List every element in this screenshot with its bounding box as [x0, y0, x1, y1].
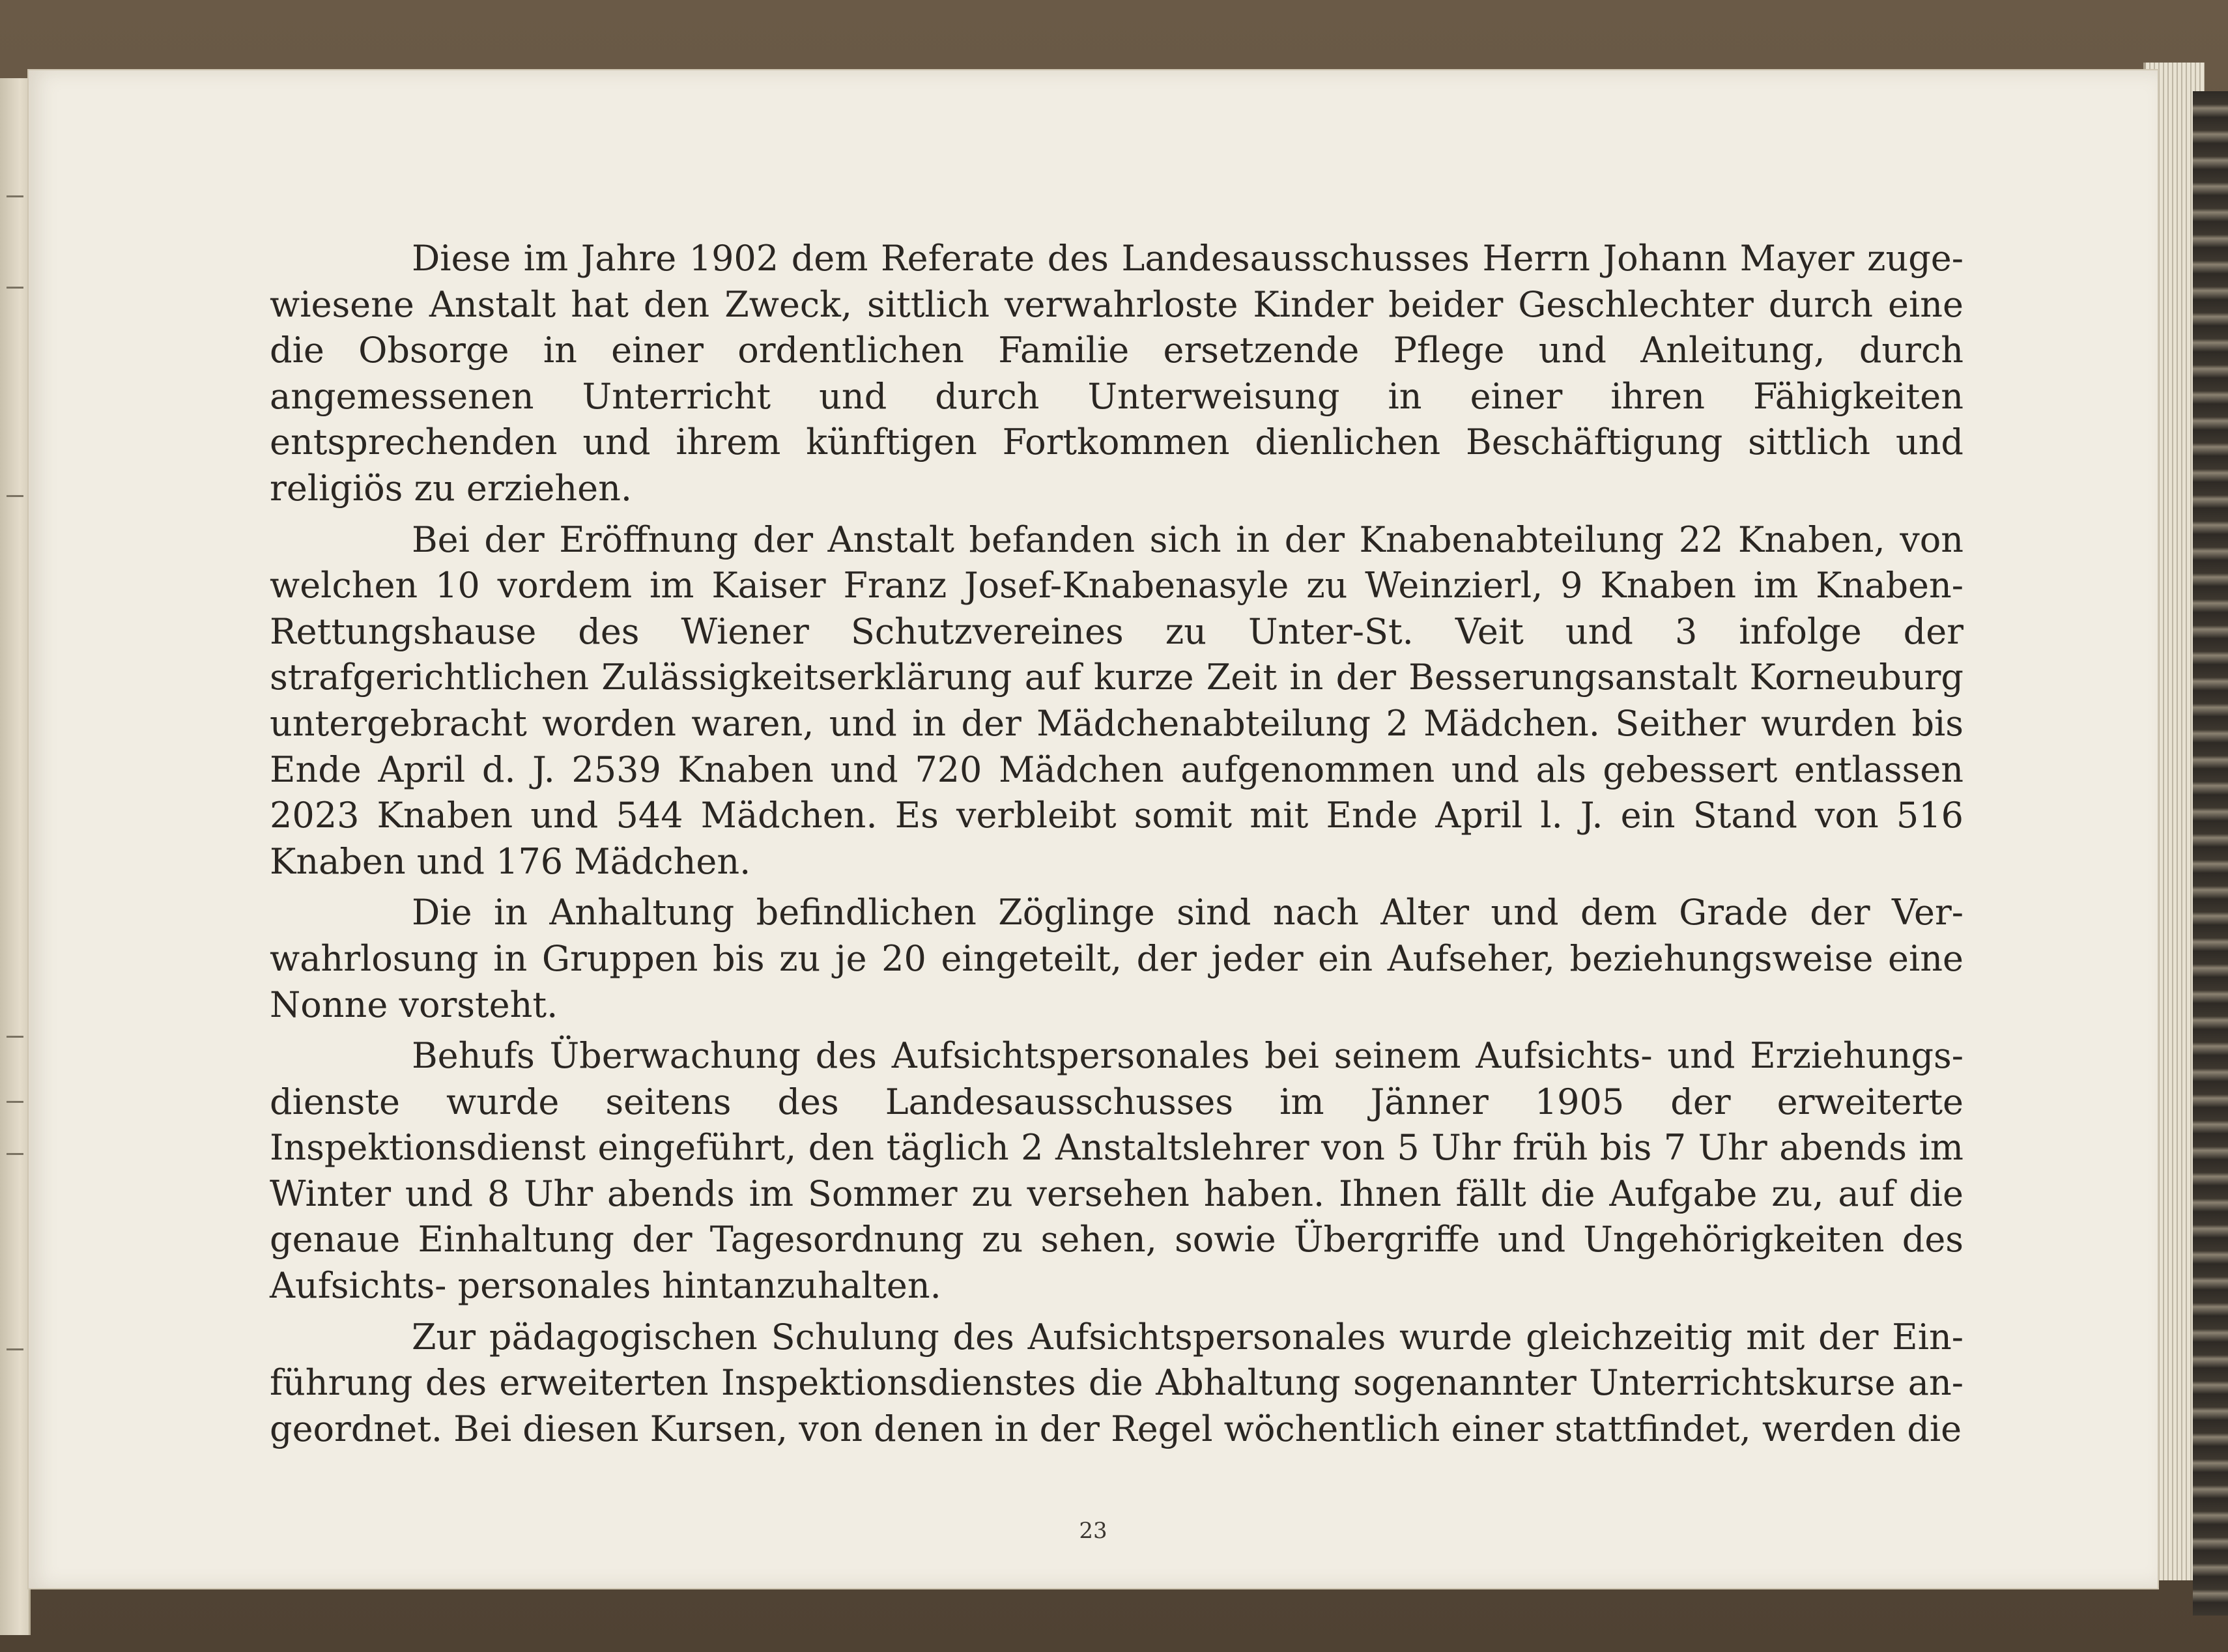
margin-mark	[7, 495, 23, 497]
page-number: 23	[1079, 1518, 1107, 1544]
paragraph-1: Diese im Jahre 1902 dem Referate des Landesausschusses Herrn Johann Mayer zuge- wiesene Anstalt hat den Zweck, sittlich verwahrloste Kinder beider Geschlechter durch eine die Obsorge in einer ordentlichen Familie ersetzende Pflege und Anleitung, durch angemessenen Unterricht und durch Unterweisung in einer ihren Fähigkeiten entsprechenden und ihrem künftigen Fortkommen dienlichen Beschäftigung sittlich und religiös zu erziehen.	[270, 238, 1964, 509]
body-text	[270, 236, 1964, 1452]
margin-mark	[7, 1153, 23, 1155]
book-cover-edge	[2193, 91, 2228, 1616]
paragraph-3: Die in Anhaltung befindlichen Zöglinge sind nach Alter und dem Grade der Ver- wahrlosung in Gruppen bis zu je 20 eingeteilt, der jeder ein Aufseher, beziehungsweise eine Nonne vorsteht.	[270, 892, 1964, 1025]
margin-mark	[7, 1101, 23, 1103]
paragraph-5: Zur pädagogischen Schulung des Aufsichtspersonales wurde gleichzeitig mit der Ein- führung des erweiterten Inspektionsdienstes die Abhaltung sogenannter Unterrichtskurse an- geordnet. Bei diesen Kursen, von denen in der Regel wöchentlich einer stattfindet, werden die	[270, 1316, 1964, 1449]
margin-mark	[7, 195, 23, 197]
paragraph-2: Bei der Eröffnung der Anstalt befanden sich in der Knabenabteilung 22 Knaben, von welchen 10 vordem im Kaiser Franz Josef-Knabenasyle zu Weinzierl, 9 Knaben im Knaben- Rettungshause des Wiener Schutzvereines zu Unter-St. Veit und 3 infolge der strafgerichtlichen Zulässigkeitserklärung auf kurze Zeit in der Besserungsanstalt Korneuburg untergebracht worden waren, und in der Mädchenabteilung 2 Mädchen. Seither wurden bis Ende April d. J. 2539 Knaben und 720 Mädchen aufgenommen und als gebessert entlassen 2023 Knaben und 544 Mädchen. Es verbleibt somit mit Ende April l. J. ein Stand von 516 Knaben und 176 Mädchen.	[270, 519, 1964, 882]
book-page	[29, 70, 2158, 1588]
left-facing-page-edge	[0, 78, 31, 1635]
margin-mark	[7, 1036, 23, 1038]
margin-mark	[7, 1348, 23, 1350]
margin-mark	[7, 287, 23, 289]
paragraph-4: Behufs Überwachung des Aufsichtspersonales bei seinem Aufsichts- und Erziehungs- dienste wurde seitens des Landesausschusses im Jänner 1905 der erweiterte Inspektionsdienst eingeführt, den täglich 2 Anstaltslehrer von 5 Uhr früh bis 7 Uhr abends im Winter und 8 Uhr abends im Sommer zu versehen haben. Ihnen fällt die Aufgabe zu, auf die genaue Einhaltung der Tagesordnung zu sehen, sowie Übergriffe und Ungehörigkeiten des Aufsichts- personales hintanzuhalten.	[270, 1035, 1964, 1307]
